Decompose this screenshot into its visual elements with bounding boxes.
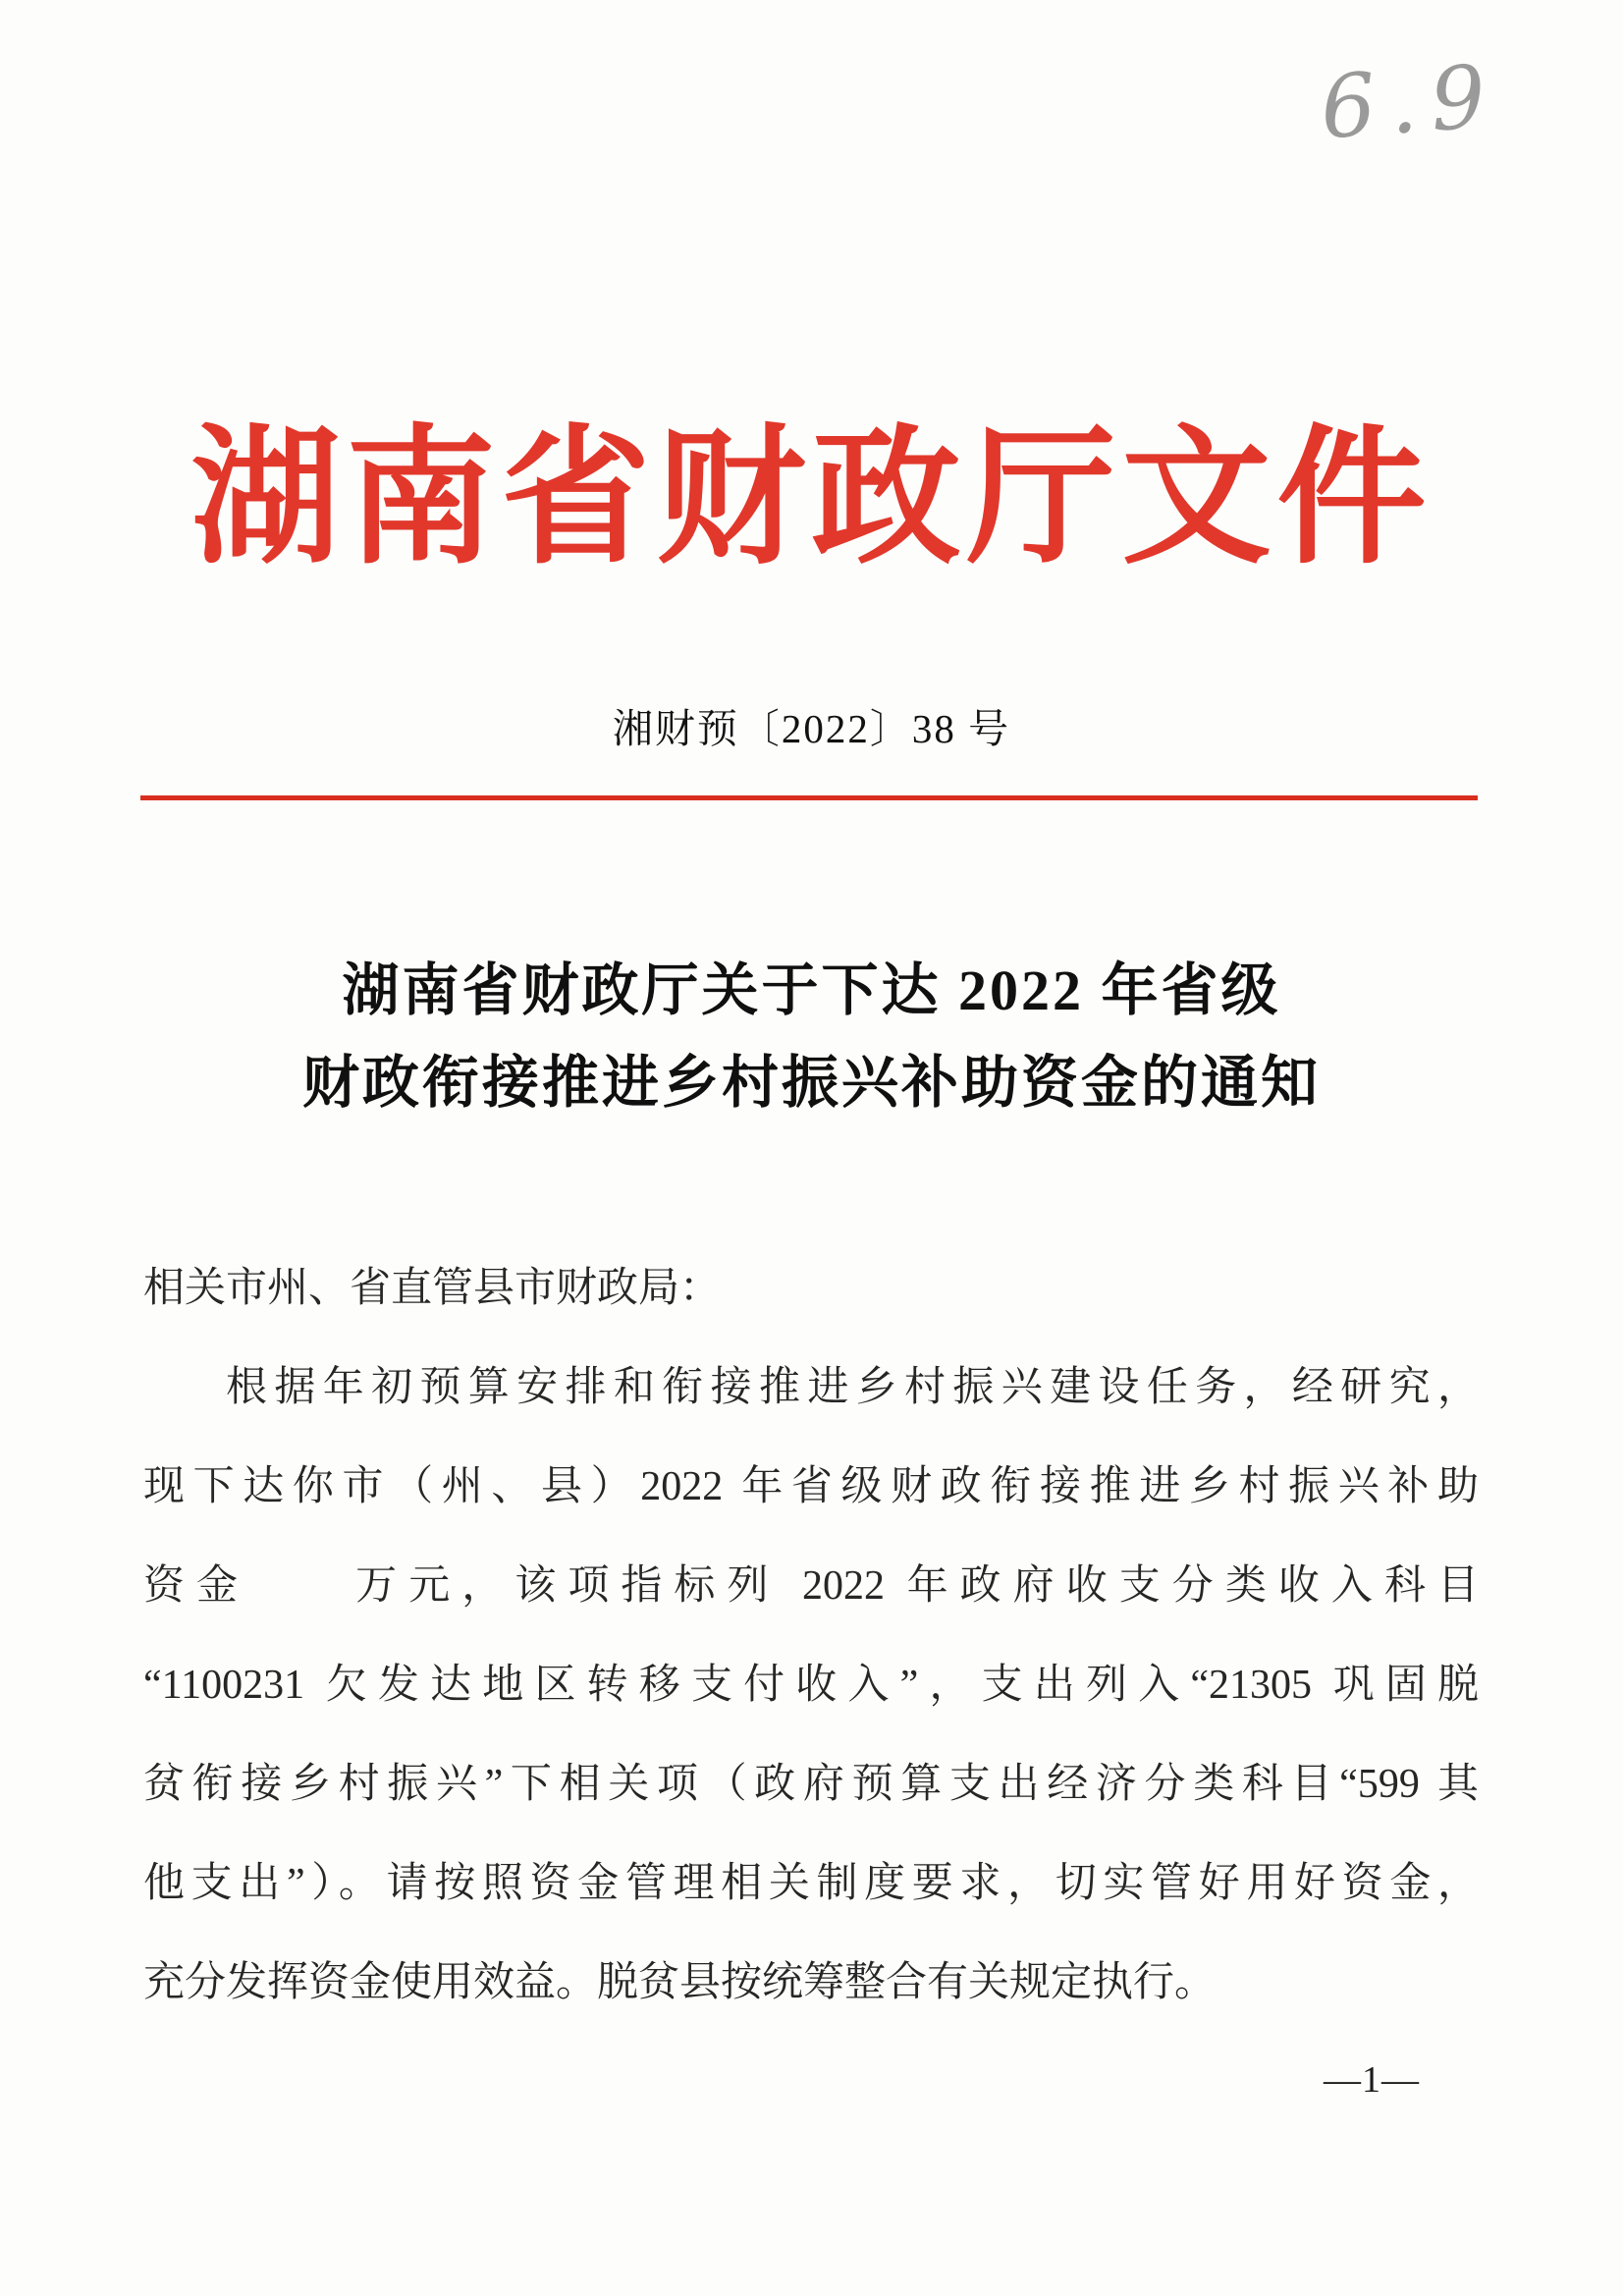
document-title-line1: 湖南省财政厅关于下达 2022 年省级 — [342, 958, 1281, 1022]
document-title-line2: 财政衔接推进乡村振兴补助资金的通知 — [301, 1051, 1321, 1115]
body-line: 贫衔接乡村振兴”下相关项（政府预算支出经济分类科目“599 其 — [143, 1762, 1479, 1807]
red-divider-line — [140, 795, 1478, 800]
page-number: —1— — [1324, 2059, 1420, 2101]
body-line: 充分发挥资金使用效益。脱贫县按统筹整合有关规定执行。 — [143, 1960, 1217, 2005]
body-line: 根据年初预算安排和衔接推进乡村振兴建设任务，经研究， — [226, 1365, 1479, 1410]
handwritten-annotation: 6.9 — [1317, 44, 1503, 159]
masthead-title: 湖南省财政厅文件 — [190, 416, 1433, 581]
salutation: 相关市州、省直管县市财政局： — [143, 1266, 722, 1311]
body-line: 资金 万元，该项指标列 2022 年政府收支分类收入科目 — [143, 1563, 1479, 1609]
body-line: 他支出”）。请按照资金管理相关制度要求，切实管好用好资金， — [143, 1861, 1479, 1906]
document-number: 湘财预〔2022〕38 号 — [612, 706, 1011, 751]
document-title — [0, 945, 1623, 1129]
body-line: “1100231 欠发达地区转移支付收入”，支出列入“21305 巩固脱 — [143, 1663, 1479, 1708]
body-line: 现下达你市（州、县）2022 年省级财政衔接推进乡村振兴补助 — [143, 1464, 1479, 1509]
document-body — [143, 1239, 1479, 2033]
